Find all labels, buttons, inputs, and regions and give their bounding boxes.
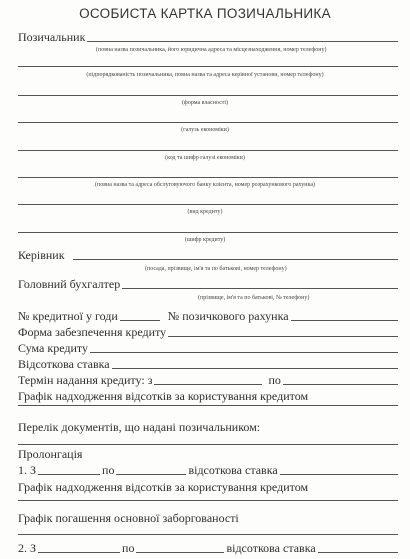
documents-row <box>18 421 398 434</box>
prolongation-schedule-row <box>18 481 398 494</box>
rate-field[interactable] <box>112 367 398 369</box>
borrower-caption: (повна назва позичальника, його юридична адреса та місцезнаходження, номер телефону) <box>96 47 327 53</box>
accountant-row <box>18 278 398 291</box>
prolongation-schedule-label: Графік надходження відсотків за користування кредитом <box>18 480 309 494</box>
schedule-field[interactable] <box>18 405 398 406</box>
prolongation-rate-field[interactable] <box>280 473 398 475</box>
row2-rate-field[interactable] <box>318 551 398 553</box>
term-from-label: Термін надання кредиту: з <box>18 373 153 387</box>
head-row <box>18 249 398 262</box>
prolongation-title: Пролонгація <box>18 447 83 461</box>
credit-no-label: № кредитної у годи <box>18 309 118 323</box>
prolongation-from-field[interactable] <box>38 473 100 475</box>
schedule-row <box>18 390 398 403</box>
credit-no-field[interactable] <box>120 319 160 321</box>
schedule-label: Графік надходження відсотків за користування кредитом <box>18 389 309 403</box>
branch-field[interactable] <box>18 122 398 123</box>
accountant-field[interactable] <box>122 287 398 289</box>
row2-rate-label: відсоткова ставка <box>226 541 316 555</box>
accountant-caption: (прізвище, ім'я та по батькові, № телефону) <box>198 295 310 301</box>
bank-field[interactable] <box>18 177 398 178</box>
credit-code-caption: (шифр кредиту) <box>184 237 226 243</box>
prolongation-to-label: по <box>102 463 115 477</box>
prolongation-row-2 <box>18 542 398 555</box>
term-to-label: по <box>268 373 281 387</box>
branch-code-caption: (код та шифр галузі економіки) <box>165 155 245 161</box>
term-row <box>18 374 398 387</box>
prolongation-from-label: 1. З <box>18 463 37 477</box>
repayment-field[interactable] <box>18 534 398 535</box>
borrower-label: Позичальник <box>18 30 86 44</box>
head-label: Керівник <box>18 248 65 262</box>
prolongation-row-1 <box>18 464 398 477</box>
collateral-label: Форма забезпечення кредиту <box>18 325 167 339</box>
prolongation-rate-label: відсоткова ставка <box>188 463 278 477</box>
term-to-field[interactable] <box>283 383 398 385</box>
row2-to-field[interactable] <box>136 551 224 553</box>
branch-caption: (галузь економіки) <box>181 127 229 133</box>
repayment-label: Графік погашення основної заборгованості <box>18 511 239 525</box>
borrower-field[interactable] <box>87 40 398 42</box>
amount-label: Сума кредиту <box>18 341 88 355</box>
ownership-field[interactable] <box>18 95 398 96</box>
credit-type-field[interactable] <box>18 204 398 205</box>
prolongation-schedule-field[interactable] <box>18 500 398 501</box>
subordination-field[interactable] <box>18 66 398 67</box>
row2-from-label: 2. З <box>18 541 37 555</box>
head-caption: (посада, прізвище, ім'я та по батькові, номер телефону) <box>145 266 287 272</box>
accountant-label: Головний бухгалтер <box>18 277 121 291</box>
collateral-field[interactable] <box>168 335 398 337</box>
row2-to-label: по <box>122 541 135 555</box>
bank-caption: (повна назва та адреса обслуговуючого банку клієнта, номер розрахункового рахунка) <box>95 182 315 188</box>
prolongation-title-row <box>18 448 398 461</box>
rate-row <box>18 358 398 371</box>
page-title: ОСОБИСТА КАРТКА ПОЗИЧАЛЬНИКА <box>79 6 331 21</box>
documents-field[interactable] <box>18 444 398 445</box>
prolongation-to-field[interactable] <box>116 473 186 475</box>
row2-from-field[interactable] <box>38 551 120 553</box>
head-field[interactable] <box>73 258 398 260</box>
credit-no-row <box>18 310 398 323</box>
credit-code-field[interactable] <box>18 232 398 233</box>
borrower-row <box>18 31 398 44</box>
subordination-caption: (підпорядкованість позичальника, повна назва та адреса керівної установи, номер телефону) <box>86 72 324 78</box>
amount-row <box>18 342 398 355</box>
loan-account-label: № позичкового рахунка <box>167 309 289 323</box>
credit-type-caption: (вид кредиту) <box>187 209 223 215</box>
documents-label: Перелік документів, що надані позичальником: <box>18 420 261 434</box>
amount-field[interactable] <box>90 351 398 353</box>
branch-code-field[interactable] <box>18 150 398 151</box>
repayment-row <box>18 512 398 525</box>
term-from-field[interactable] <box>154 383 262 385</box>
collateral-row <box>18 326 398 339</box>
rate-label: Відсоткова ставка <box>18 357 110 371</box>
ownership-caption: (форма власності) <box>181 100 229 106</box>
loan-account-field[interactable] <box>291 319 398 321</box>
